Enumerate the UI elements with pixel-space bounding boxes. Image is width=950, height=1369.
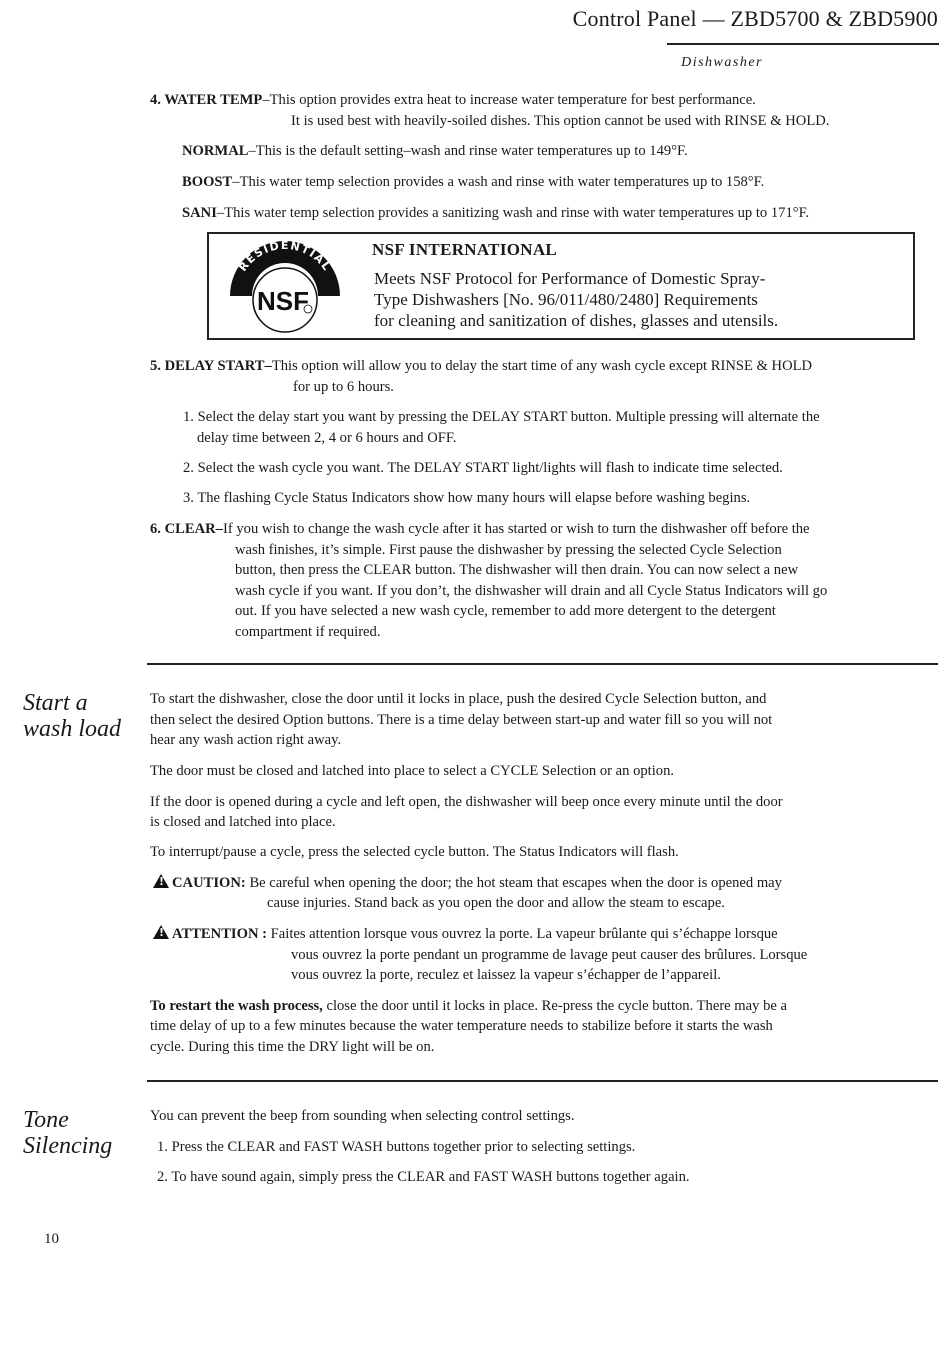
sani-text: –This water temp selection provides a sanitizing wash and rinse with water temperatures up to 171°F. [216,205,810,221]
start-wash-heading-line-2: wash load [23,716,122,742]
boost-text: –This water temp selection provides a wash and rinse with water temperatures up to 158°F. [232,174,765,190]
clear-line-6: compartment if required. [235,624,381,640]
tone-heading-line-1: Tone [23,1107,69,1133]
delay-start-text: This option will allow you to delay the start time of any wash cycle except RINSE & HOLD [271,358,813,374]
start-wash-p2: The door must be closed and latched into place to select a CYCLE Selection or an option. [150,763,675,779]
caution-label: CAUTION: [172,875,246,891]
delay-start-intro [150,356,812,377]
page-number: 10 [44,1231,59,1247]
attention-text-2: vous ouvrez la porte pendant un programme de lavage peut causer des brûlures. Lorsque [291,947,808,963]
section-divider-2 [147,1080,938,1082]
start-wash-p1-a: To start the dishwasher, close the door until it locks in place, push the desired Cycle Selection button, and [150,691,767,707]
restart-label: To restart the wash process, [150,998,323,1014]
nsf-line-3: for cleaning and sanitization of dishes, glasses and utensils. [374,311,779,330]
tone-heading-line-2: Silencing [23,1133,113,1159]
caution-text: Be careful when opening the door; the hot steam that escapes when the door is opened may [249,875,782,891]
caution-text-2: cause injuries. Stand back as you open the door and allow the steam to escape. [267,895,725,911]
water-temp-text: –This option provides extra heat to increase water temperature for best performance. [262,92,756,108]
normal-option [182,141,688,162]
boost-label: BOOST [182,174,233,190]
delay-step-3: 3. The flashing Cycle Status Indicators show how many hours will elapse before washing begins. [183,490,751,506]
nsf-title: NSF INTERNATIONAL [372,240,558,259]
start-wash-heading [23,690,121,742]
clear-line-3: button, then press the CLEAR button. The dishwasher will then drain. You can now select a new [235,562,799,578]
restart-text: close the door until it locks in place. Re-press the cycle button. There may be a [322,998,787,1014]
clear-label: 6. CLEAR– [150,521,223,537]
start-wash-p1-c: hear any wash action right away. [150,732,342,748]
delay-step-1: 1. Select the delay start you want by pressing the DELAY START button. Multiple pressing will alternate the [183,409,820,425]
tone-step-2: 2. To have sound again, simply press the CLEAR and FAST WASH buttons together again. [157,1169,690,1185]
delay-step-1-cont: delay time between 2, 4 or 6 hours and OFF. [197,430,457,446]
delay-start-label: 5. DELAY START– [150,358,272,374]
clear-line-5: out. If you have selected a new wash cycle, remember to add more detergent to the detergent [235,603,776,619]
sani-option [182,203,809,224]
header-rule [667,43,939,45]
start-wash-p3-a: If the door is opened during a cycle and left open, the dishwasher will beep once every minute until the door [150,794,783,810]
attention-text: Faites attention lorsque vous ouvrez la porte. La vapeur brûlante qui s’échappe lorsque [270,926,778,942]
restart-text-3: cycle. During this time the DRY light will be on. [150,1039,435,1055]
clear-line-4: wash cycle if you want. If you don’t, the dishwasher will drain and all Cycle Status Indicators will go [235,583,828,599]
page-subtitle: Dishwasher [681,55,763,70]
restart-text-2: time delay of up to a few minutes because the water temperature needs to stabilize before it starts the wash [150,1018,773,1034]
tone-step-1: 1. Press the CLEAR and FAST WASH buttons together prior to selecting settings. [157,1139,636,1155]
nsf-arc-text: RESIDENTIAL [236,238,334,274]
page-title: Control Panel — ZBD5700 & ZBD5900 [572,6,938,31]
attention-label: ATTENTION : [172,926,268,942]
clear-line-1: If you wish to change the wash cycle after it has started or wish to turn the dishwasher off before the [222,521,810,537]
nsf-logo-text: NSF [257,286,309,316]
delay-start-text-2: for up to 6 hours. [293,379,394,395]
clear-intro [150,519,810,540]
nsf-logo [226,238,344,336]
tone-intro: You can prevent the beep from sounding when selecting control settings. [150,1108,575,1124]
sani-label: SANI [182,205,217,221]
boost-option [182,172,764,193]
normal-label: NORMAL [182,143,249,159]
clear-line-2: wash finishes, it’s simple. First pause the dishwasher by pressing the selected Cycle Selection [235,542,782,558]
start-wash-p1-b: then select the desired Option buttons. There is a time delay between start-up and water fill so you will not [150,712,773,728]
tone-heading [23,1107,112,1159]
nsf-line-1: Meets NSF Protocol for Performance of Domestic Spray- [374,269,766,288]
attention-note [153,924,778,945]
nsf-description [374,268,894,331]
start-wash-p4: To interrupt/pause a cycle, press the selected cycle button. The Status Indicators will flash. [150,844,679,860]
delay-step-2: 2. Select the wash cycle you want. The DELAY START light/lights will flash to indicate time selected. [183,460,783,476]
water-temp-text-2: It is used best with heavily-soiled dishes. This option cannot be used with RINSE & HOLD. [291,113,830,129]
normal-text: –This is the default setting–wash and rinse water temperatures up to 149°F. [248,143,688,159]
warning-icon [153,874,169,888]
water-temp-intro [150,90,756,111]
warning-icon [153,925,169,939]
attention-text-3: vous ouvrez la porte, reculez et laissez la vapeur s’échapper de l’appareil. [291,967,721,983]
water-temp-label: 4. WATER TEMP [150,92,263,108]
start-wash-heading-line-1: Start a [23,690,88,716]
start-wash-p3-b: is closed and latched into place. [150,814,336,830]
caution-note [153,873,782,894]
restart-note [150,996,787,1017]
section-divider-1 [147,663,938,665]
nsf-line-2: Type Dishwashers [No. 96/011/480/2480] Requirements [374,290,758,309]
